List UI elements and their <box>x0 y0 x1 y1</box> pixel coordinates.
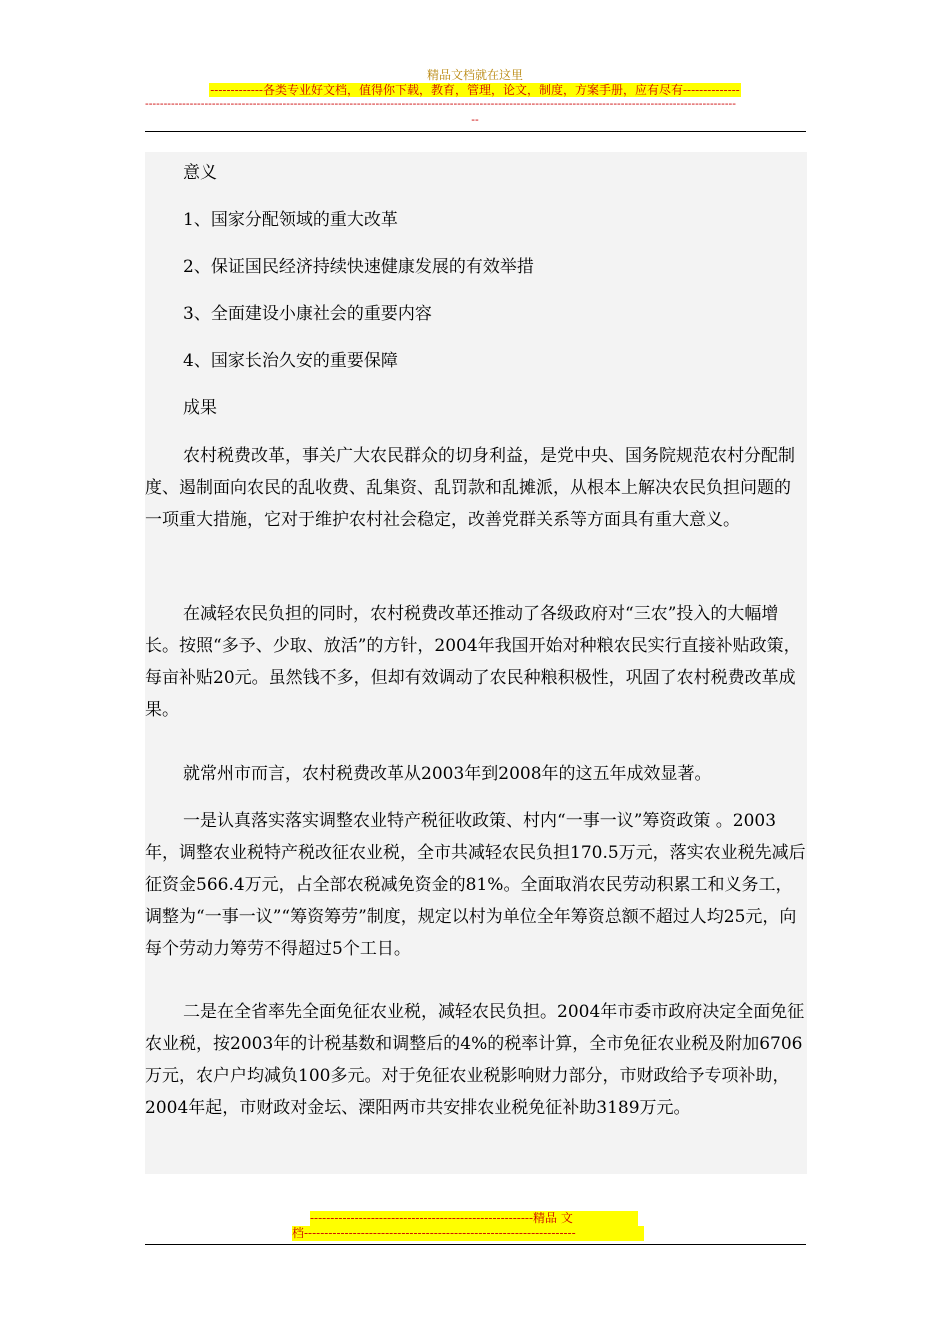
meaning-item-3: 3、全面建设小康社会的重要内容 <box>183 304 432 324</box>
header-dash-end: -- <box>471 113 479 126</box>
header-title: 精品文档就在这里 <box>426 68 523 82</box>
paragraph-1: 农村税费改革，事关广大农民群众的切身利益，是党中央、国务院规范农村分配制度、遏制面向农民的乱收费、乱集资、乱罚款和乱摊派，从根本上解决农民负担问题的一项重大措施，它对于维护农村社会稳定，改善党群关系等方面具有重大意义。 <box>145 446 795 530</box>
header-rule <box>145 131 806 132</box>
heading-meaning: 意义 <box>183 163 217 183</box>
footer-line-1: -------------------------------------------------------精品 文 <box>310 1211 638 1226</box>
document-body <box>145 152 807 1174</box>
header-dash-line: --------------------------------------------------------------------------------------------------------------------------------------------------------------- <box>145 97 736 109</box>
meaning-item-2: 2、保证国民经济持续快速健康发展的有效举措 <box>183 257 534 277</box>
meaning-item-1: 1、国家分配领域的重大改革 <box>183 210 398 230</box>
meaning-item-4: 4、国家长治久安的重要保障 <box>183 351 398 371</box>
paragraph-5: 二是在全省率先全面免征农业税，减轻农民负担。2004年市委市政府决定全面免征农业税，按2003年的计税基数和调整后的4%的税率计算，全市免征农业税及附加6706万元，农户户均减负100多元。对于免征农业税影响财力部分，市财政给予专项补助，2004年起，市财政对金坛、溧阳两市共安排农业税免征补助3189万元。 <box>145 1002 805 1118</box>
paragraph-3: 就常州市而言，农村税费改革从2003年到2008年的这五年成效显著。 <box>183 764 712 784</box>
paragraph-4: 一是认真落实落实调整农业特产税征收政策、村内“一事一议”筹资政策 。2003年，调整农业税特产税改征农业税，全市共减轻农民负担170.5万元，落实农业税先减后征资金566.4万元，占全部农税减免资金的81%。全面取消农民劳动积累工和义务工，调整为“一事一议”“筹资筹劳”制度，规定以村为单位全年筹资总额不超过人均25元，向每个劳动力筹劳不得超过5个工日。 <box>145 811 806 959</box>
header-subtitle-text: -------------各类专业好文档，值得你下载，教育，管理，论文，制度，方案手册，应有尽有-------------- <box>210 83 740 97</box>
heading-results: 成果 <box>183 398 217 418</box>
paragraph-2: 在减轻农民负担的同时，农村税费改革还推动了各级政府对“三农”投入的大幅增长。按照“多予、少取、放活”的方针，2004年我国开始对种粮农民实行直接补贴政策，每亩补贴20元。虽然钱不多，但却有效调动了农民种粮积极性，巩固了农村税费改革成果。 <box>145 604 801 720</box>
footer-line-2: 档------------------------------------------------------------------- <box>292 1226 644 1241</box>
footer-rule <box>145 1244 806 1245</box>
header-subtitle <box>0 81 950 98</box>
